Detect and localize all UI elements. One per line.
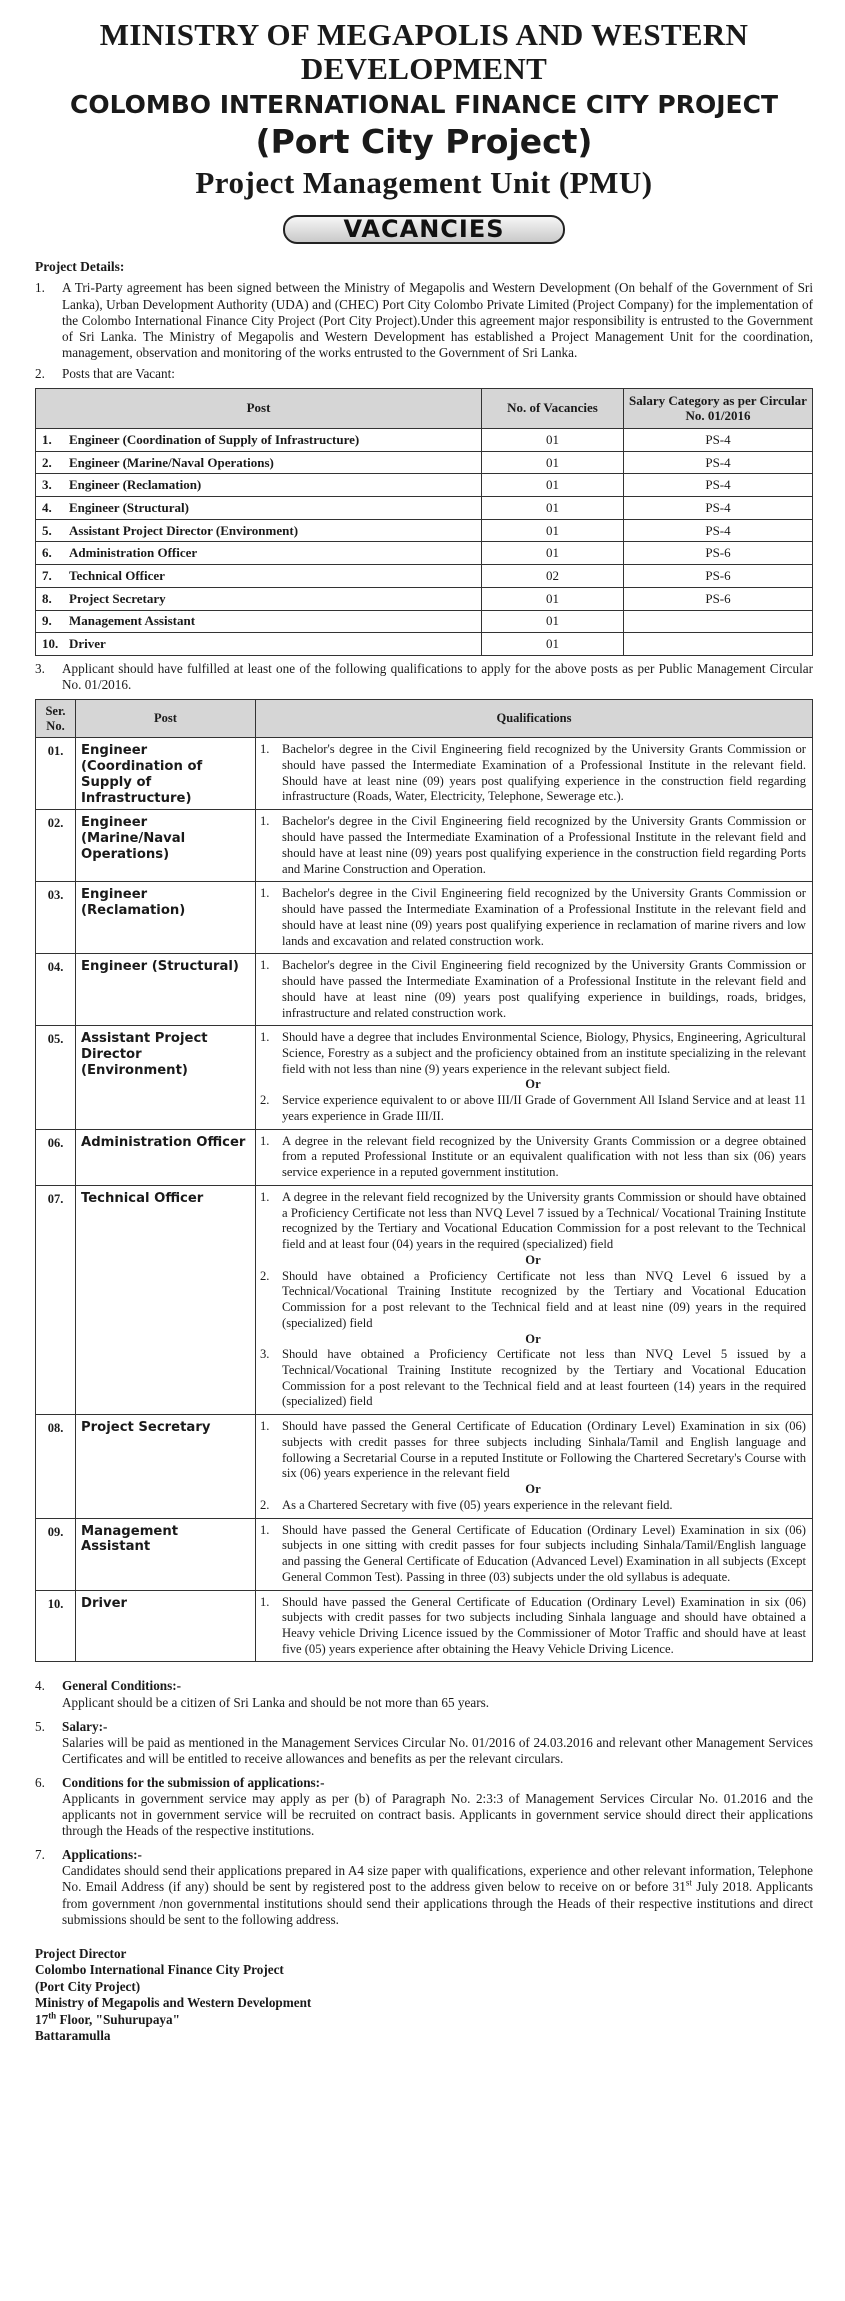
qualification-text: Should have obtained a Proficiency Certificate not less than NVQ Level 6 issued by a Technical/Vocational Training Institute recognized by the Tertiary and Vocational Education Commission for a post relevant to the Technical field and at least nine (09) years in the required (specialized) field — [282, 1268, 806, 1330]
qualifications-cell — [256, 1518, 813, 1590]
post-name: Engineer (Marine/Naval Operations) — [69, 454, 274, 470]
qualification-number: 1. — [260, 1594, 270, 1609]
vacancy-count-cell: 01 — [482, 474, 624, 497]
post-cell: Driver — [76, 1590, 256, 1662]
qualification-text: As a Chartered Secretary with five (05) years experience in the relevant field. — [282, 1497, 673, 1512]
floor-text: Floor, "Suhurupaya" — [56, 2011, 180, 2027]
table-row — [36, 497, 813, 520]
vacancy-count-cell: 01 — [482, 587, 624, 610]
item-number: 6. — [35, 1774, 45, 1790]
qualification-text: Bachelor's degree in the Civil Engineering field recognized by the University Grants Commission or should have passed the Intermediate Examination of a Professional Institute in the relevant field and should have at least nine (09) years post qualifying experience in the construction field regarding Ports and Marine Construction and Operation. — [282, 814, 806, 876]
salary-category-cell: PS-4 — [624, 497, 813, 520]
vacancies-table — [35, 388, 813, 656]
post-cell: Administration Officer — [76, 1129, 256, 1185]
qualifications-cell — [256, 1590, 813, 1662]
qualification-number: 1. — [260, 814, 270, 829]
table-row — [36, 954, 813, 1026]
qualifications-cell — [256, 882, 813, 954]
item-title: Conditions for the submission of applications:- — [62, 1774, 325, 1790]
qualifications-cell — [256, 810, 813, 882]
item-text-part: Candidates should send their applications prepared in A4 size paper with qualifications, experience and other relevant information, Telephone No. Email Address (if any) should be sent by registered post to the address given below to receive on or before 31 — [62, 1863, 813, 1895]
condition-item-7 — [35, 1847, 813, 1927]
detail-item-1 — [35, 280, 813, 360]
table-row — [36, 1026, 813, 1129]
qualification-item — [260, 1347, 806, 1410]
ordinal-suffix: st — [685, 1878, 692, 1889]
qualification-number: 1. — [260, 1189, 270, 1204]
or-separator: Or — [525, 1252, 541, 1267]
post-cell: Management Assistant — [76, 1518, 256, 1590]
qualification-item — [260, 1190, 806, 1253]
post-cell — [36, 633, 482, 656]
col-header-qualifications: Qualifications — [256, 700, 813, 738]
vacancies-banner-wrap — [35, 215, 813, 245]
qualifications-cell — [256, 1129, 813, 1185]
address-line: (Port City Project) — [35, 1978, 141, 1994]
table-row — [36, 429, 813, 452]
serial-number-cell: 07. — [36, 1185, 76, 1414]
vacancies-banner: VACANCIES — [283, 215, 565, 244]
qualification-item — [260, 1523, 806, 1586]
qualification-item — [260, 1498, 806, 1514]
item-text: Applicant should be a citizen of Sri Lanka and should be not more than 65 years. — [62, 1694, 490, 1710]
qualification-item — [260, 1134, 806, 1181]
qualification-item — [260, 886, 806, 949]
post-cell: Engineer (Coordination of Supply of Infrastructure) — [76, 738, 256, 810]
or-separator: Or — [525, 1077, 541, 1092]
qualification-number: 2. — [260, 1093, 270, 1108]
qualification-text: Should have passed the General Certificate of Education (Ordinary Level) Examination in six (06) subjects in one sitting with credit passes for four subjects including Sinhala/Tamil/English language and passing the General Certificate of Education (Advanced Level) Examination in all subjects (Except General Common Test). Passing in three (03) subjects under the old syllabus is adequate. — [282, 1522, 806, 1584]
vacancy-count-cell: 01 — [482, 451, 624, 474]
post-name: Driver — [69, 636, 106, 652]
qualification-text: Bachelor's degree in the Civil Engineering field recognized by the University Grants Commission or should have passed the Intermediate Examination of a Professional Institute in the relevant field. Should have at least nine (09) years post qualifying experience in the construction field regarding infrastructure (Roads, Water, Electricity, Telephone, Sewerage etc.). — [282, 742, 806, 804]
post-name: Engineer (Structural) — [69, 500, 189, 515]
table-row — [36, 451, 813, 474]
item-number: 5. — [35, 1718, 45, 1734]
floor-number: 17 — [35, 2011, 49, 2027]
or-separator: Or — [525, 1482, 541, 1497]
post-cell: Engineer (Reclamation) — [76, 882, 256, 954]
col-header-vacancies: No. of Vacancies — [482, 389, 624, 429]
qualification-text: Bachelor's degree in the Civil Engineering field recognized by the University Grants Commission or should have passed the Intermediate Examination of a Professional Institute in the relevant field and should have at least nine (09) years post qualifying experience in buildings, roads, bridges, infrastructure and related construction work. — [282, 958, 806, 1020]
row-number: 10. — [42, 636, 59, 652]
post-name: Administration Officer — [69, 545, 198, 561]
table-row — [36, 519, 813, 542]
item-text: Applicant should have fulfilled at least one of the following qualifications to apply for the above posts as per Public Management Circular No. 01/2016. — [62, 660, 813, 692]
row-number: 2. — [42, 454, 52, 470]
ordinal-suffix: th — [48, 2010, 57, 2021]
post-cell — [36, 497, 482, 520]
qualification-number: 1. — [260, 1419, 270, 1434]
project-title: COLOMBO INTERNATIONAL FINANCE CITY PROJECT — [69, 90, 779, 119]
qualification-item — [260, 958, 806, 1021]
table-row — [36, 565, 813, 588]
item-body — [62, 1847, 813, 1927]
item-body — [62, 1678, 813, 1710]
table-row — [36, 738, 813, 810]
qualification-number: 1. — [260, 742, 270, 757]
qualifications-cell — [256, 738, 813, 810]
qualification-text: Service experience equivalent to or above III/II Grade of Government All Island Service and at least 11 years experience in Grade III/II. — [282, 1093, 806, 1123]
row-number: 9. — [42, 613, 52, 629]
table-header-row — [36, 389, 813, 429]
item-title: Salary:- — [62, 1718, 108, 1734]
table-row — [36, 1415, 813, 1518]
address-line: Ministry of Megapolis and Western Development — [35, 1995, 312, 2011]
vacancy-notice — [35, 18, 813, 2286]
table-row — [36, 1590, 813, 1662]
detail-item-2 — [35, 366, 813, 382]
qualification-item — [260, 1419, 806, 1482]
qualifications-cell — [256, 1026, 813, 1129]
item-body — [62, 1719, 813, 1767]
row-number: 3. — [42, 477, 52, 493]
qualification-number: 1. — [260, 1133, 270, 1148]
table-row — [36, 633, 813, 656]
detail-item-3 — [35, 661, 813, 693]
item-number: 4. — [35, 1678, 45, 1694]
qualification-number: 1. — [260, 1522, 270, 1537]
item-text: A Tri-Party agreement has been signed between the Ministry of Megapolis and Western Development (On behalf of the Government of Sri Lanka), Urban Development Authority (UDA) and (CHEC) Port City Colombo Private Limited (Project Company) for the implementation of the Colombo International Finance City Project (Port City Project).Under this agreement major responsibility is entrusted to the Government of Sri Lanka. The Ministry of Megapolis and Western Development has established a Project Management Unit for the coordination, management, observation and monitoring of the works entrusted to the Government of Sri Lanka. — [62, 280, 813, 360]
qualification-item — [260, 1595, 806, 1658]
post-name: Technical Officer — [69, 568, 165, 584]
qualification-number: 2. — [260, 1268, 270, 1283]
or-separator: Or — [525, 1331, 541, 1346]
qualification-item — [260, 742, 806, 805]
table-row — [36, 474, 813, 497]
post-cell — [36, 451, 482, 474]
vacancy-count-cell: 01 — [482, 542, 624, 565]
post-cell: Engineer (Structural) — [76, 954, 256, 1026]
post-cell — [36, 565, 482, 588]
condition-item-5 — [35, 1719, 813, 1767]
salary-category-cell: PS-4 — [624, 474, 813, 497]
row-number: 5. — [42, 522, 52, 538]
post-name: Engineer (Reclamation) — [69, 477, 202, 493]
col-header-ser-no: Ser. No. — [36, 700, 76, 738]
post-cell — [36, 587, 482, 610]
table-row — [36, 810, 813, 882]
item-body — [62, 1775, 813, 1839]
vacancy-count-cell: 01 — [482, 497, 624, 520]
post-cell: Technical Officer — [76, 1185, 256, 1414]
serial-number-cell: 10. — [36, 1590, 76, 1662]
qualification-item — [260, 814, 806, 877]
qualification-number: 1. — [260, 1030, 270, 1045]
post-cell — [36, 542, 482, 565]
table-row — [36, 587, 813, 610]
vacancy-count-cell: 01 — [482, 519, 624, 542]
post-cell: Assistant Project Director (Environment) — [76, 1026, 256, 1129]
table-header-row — [36, 700, 813, 738]
condition-item-4 — [35, 1678, 813, 1710]
item-text: Salaries will be paid as mentioned in the Management Services Circular No. 01/2016 of 24.03.2016 and relevant other Management Services Certificates and will be entitled to receive allowances and benefits as per the relevant circulars. — [62, 1734, 813, 1766]
salary-category-cell — [624, 633, 813, 656]
qualifications-table — [35, 699, 813, 1662]
item-number: 2. — [35, 365, 45, 381]
serial-number-cell: 08. — [36, 1415, 76, 1518]
post-name: Engineer (Coordination of Supply of Infrastructure) — [69, 431, 360, 447]
salary-category-cell: PS-4 — [624, 451, 813, 474]
serial-number-cell: 04. — [36, 954, 76, 1026]
post-name: Management Assistant — [69, 613, 196, 629]
qualification-text: Should have passed the General Certificate of Education (Ordinary Level) Examination in six (06) subjects with credit passes for two subjects including Sinhala language and should have obtained a Heavy vehicle Driving Licence issued by the Commissioner of Motor Traffic and should have at least five (05) years experience after obtaining the Heavy Vehicle Driving Licence. — [282, 1594, 806, 1656]
row-number: 1. — [42, 431, 52, 447]
row-number: 8. — [42, 590, 52, 606]
vacancy-count-cell: 01 — [482, 429, 624, 452]
post-cell — [36, 474, 482, 497]
qualification-number: 1. — [260, 958, 270, 973]
post-cell: Project Secretary — [76, 1415, 256, 1518]
pmu-title: Project Management Unit (PMU) — [195, 165, 653, 200]
salary-category-cell: PS-4 — [624, 519, 813, 542]
serial-number-cell: 02. — [36, 810, 76, 882]
address-line: Battaramulla — [35, 2028, 111, 2044]
qualification-text: Should have passed the General Certificate of Education (Ordinary Level) Examination in six (06) subjects with credit passes for three subjects including Sinhala/Tamil and English language and following a Secretarial Course in a reputed Institute or Following the Chartered Secretary's Course with six (06) years experience in the relevant field — [282, 1419, 806, 1481]
condition-item-6 — [35, 1775, 813, 1839]
item-text: Posts that are Vacant: — [62, 365, 175, 381]
vacancy-count-cell: 02 — [482, 565, 624, 588]
address-line-floor — [35, 2012, 813, 2029]
qualifications-cell — [256, 1185, 813, 1414]
col-header-post: Post — [36, 389, 482, 429]
address-line: Project Director — [35, 1945, 127, 1961]
post-name: Project Secretary — [69, 590, 166, 606]
serial-number-cell: 09. — [36, 1518, 76, 1590]
serial-number-cell: 03. — [36, 882, 76, 954]
row-number: 7. — [42, 568, 52, 584]
vacancy-count-cell: 01 — [482, 610, 624, 633]
vacancy-count-cell: 01 — [482, 633, 624, 656]
qualification-item — [260, 1093, 806, 1124]
table-row — [36, 1518, 813, 1590]
qualifications-cell — [256, 954, 813, 1026]
serial-number-cell: 05. — [36, 1026, 76, 1129]
table-row — [36, 1129, 813, 1185]
row-number: 4. — [42, 500, 52, 515]
postal-address — [35, 1946, 813, 2045]
qualification-number: 2. — [260, 1497, 270, 1512]
port-city-title: (Port City Project) — [255, 122, 593, 161]
item-title: General Conditions:- — [62, 1678, 182, 1694]
col-header-salary: Salary Category as per Circular No. 01/2016 — [624, 389, 813, 429]
qualification-number: 1. — [260, 886, 270, 901]
table-row — [36, 610, 813, 633]
table-row — [36, 542, 813, 565]
item-text-part: July 2018. Applicants from government /non governmental institutions should send their applications through the Heads of their respective institutions and direct submissions should be sent to the following address. — [62, 1879, 813, 1927]
qualification-text: A degree in the relevant field recognized by the University grants Commission or should have obtained a Proficiency Certificate not less than NVQ Level 7 issued by a Technical/ Vocational Training Institute recognized by the Tertiary and Vocational Education Commission for a post relevant to the Technical field and at least four (04) years in the required (specialized) field — [282, 1189, 806, 1252]
item-number: 3. — [35, 660, 45, 676]
address-line: Colombo International Finance City Project — [35, 1962, 284, 1978]
post-cell — [36, 610, 482, 633]
ministry-title: MINISTRY OF MEGAPOLIS AND WESTERN DEVELOPMENT — [99, 18, 749, 86]
post-cell — [36, 429, 482, 452]
salary-category-cell: PS-4 — [624, 429, 813, 452]
qualifications-cell — [256, 1415, 813, 1518]
serial-number-cell: 01. — [36, 738, 76, 810]
post-cell: Engineer (Marine/Naval Operations) — [76, 810, 256, 882]
table-row — [36, 882, 813, 954]
item-number: 1. — [35, 280, 45, 296]
qualification-text: Should have obtained a Proficiency Certificate not less than NVQ Level 5 issued by a Technical/Vocational Training Institute recognized by the Tertiary and Vocational Education Commission for a post relevant to the Technical field and at least fourteen (14) years in the required (specialized) field — [282, 1347, 806, 1409]
qualification-item — [260, 1030, 806, 1077]
salary-category-cell: PS-6 — [624, 542, 813, 565]
post-cell — [36, 519, 482, 542]
qualification-item — [260, 1269, 806, 1332]
salary-category-cell — [624, 610, 813, 633]
item-title: Applications:- — [62, 1847, 142, 1863]
salary-category-cell: PS-6 — [624, 565, 813, 588]
post-name: Assistant Project Director (Environment) — [69, 522, 299, 538]
project-details-title: Project Details: — [35, 259, 125, 274]
col-header-post: Post — [76, 700, 256, 738]
item-text: Applicants in government service may apply as per (b) of Paragraph No. 2:3:3 of Management Services Circular No. 01.2016 and the applicants not in government service will be recruited on contract basis. Applicants in government service should direct their applications through the Heads of the respective institutions. — [62, 1791, 813, 1839]
salary-category-cell: PS-6 — [624, 587, 813, 610]
qualification-text: A degree in the relevant field recognized by the University Grants Commission or a degree obtained from a reputed Professional Institute or an equivalent qualification with not less than six (06) years service experience in a reputed government institution. — [282, 1133, 806, 1180]
table-row — [36, 1185, 813, 1414]
qualification-number: 3. — [260, 1347, 270, 1362]
qualification-text: Bachelor's degree in the Civil Engineering field recognized by the University Grants Commission or should have passed the Intermediate Examination of a Professional Institute in the relevant field and should have at least nine (09) years post qualifying experience in reclamation of marine rivers and low lands and excavation and related construction work. — [282, 886, 806, 948]
item-number: 7. — [35, 1847, 45, 1863]
row-number: 6. — [42, 545, 52, 561]
serial-number-cell: 06. — [36, 1129, 76, 1185]
qualification-text: Should have a degree that includes Environmental Science, Biology, Physics, Engineering, Agricultural Science, Forestry as a subject and the proficiency obtained from an institute specializing in the relevant field with not less than nine (9) years experience in the relevant subject field. — [282, 1030, 806, 1076]
